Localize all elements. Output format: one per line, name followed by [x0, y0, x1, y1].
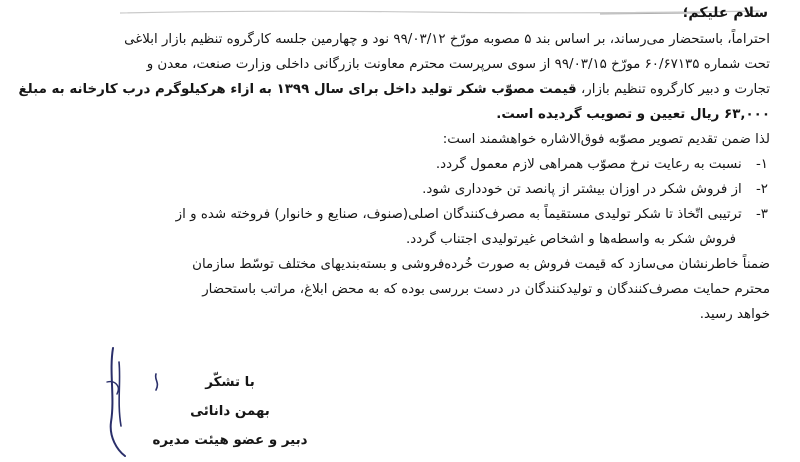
paragraph1-line1: احتراماً، باستحضار می‌رساند، بر اساس بند ۵ مصوبه مورّخ ۹۹/۰۳/۱۲ نود و چهارمین جلسه کارگروه تنظیم بازار ابلاغی [124, 32, 770, 47]
list-item-1-number: ۱- [755, 157, 768, 172]
list-item-1-text: نسبت به رعایت نرخ مصوّب همراهی لازم معمول گردد. [435, 157, 742, 172]
list-item-2 [30, 181, 768, 199]
list-item-3-text: ترتیبی اتّخاذ تا شکر تولیدی مستقیماً به مصرف‌کنندگان اصلی(صنوف، صنایع و خانوار) فروخته شده و از [175, 207, 742, 222]
request-intro: لذا ضمن تقدیم تصویر مصوّبه فوق‌الاشاره خواهشمند است: [442, 132, 770, 147]
signatory-title: دبیر و عضو هیئت مدیره [152, 433, 308, 448]
list-item-3-continuation: فروش شکر به واسطه‌ها و اشخاص غیرتولیدی اجتناب گردد. [405, 232, 736, 247]
paragraph1-line3 [18, 81, 770, 99]
signatory-name: بهمن دانائی [190, 404, 270, 419]
signature-thanks: با تشکّر [205, 375, 255, 390]
paragraph1-line2: تحت شماره ۶۰/۶۷۱۳۵ مورّخ ۹۹/۰۳/۱۵ از سوی سرپرست محترم معاونت بازرگانی داخلی وزارت صنعت، معدن و [146, 57, 770, 72]
approved-price-amount: ۶۳,۰۰۰ ریال تعیین و تصویب گردیده است. [496, 107, 770, 122]
list-item-2-text: از فروش شکر در اوزان بیشتر از پانصد تن خودداری شود. [422, 182, 742, 197]
closing-line3: خواهد رسید. [699, 307, 770, 322]
greeting: سلام علیکم؛ [682, 5, 768, 21]
closing-line2: محترم حمایت مصرف‌کنندگان و تولیدکنندگان در دست بررسی بوده که به محض ابلاغ، مراتب باستحضار [202, 282, 770, 297]
paragraph1-line3-text: تجارت و دبیر کارگروه تنظیم بازار، [576, 82, 770, 97]
list-item-3-number: ۳- [755, 207, 768, 222]
closing-line1: ضمناً خاطرنشان می‌سازد که قیمت فروش به صورت خُرده‌فروشی و بسته‌بندیهای مختلف توسّط سازمان [192, 257, 770, 272]
list-item-2-number: ۲- [755, 182, 768, 197]
list-item-1 [30, 156, 768, 174]
approved-price-statement: قیمت مصوّب شکر تولید داخل برای سال ۱۳۹۹ به ازاء هرکیلوگرم درب کارخانه به مبلغ [18, 82, 577, 97]
list-item-3 [30, 206, 768, 224]
